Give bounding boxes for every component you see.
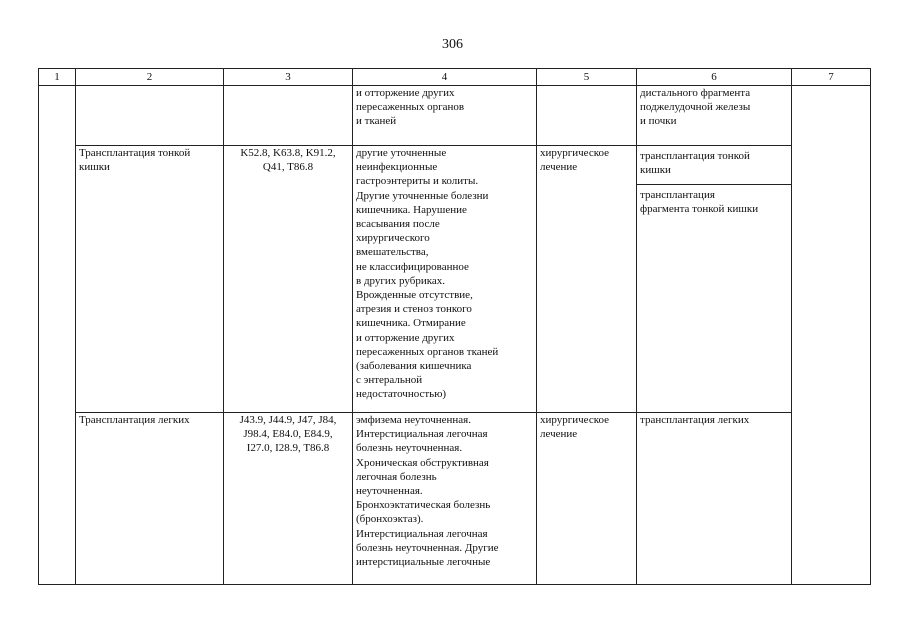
- column-header: 4: [353, 69, 537, 86]
- medical-procedures-table: [38, 68, 871, 585]
- treatment-methods-cell: [637, 146, 792, 413]
- column-header: 7: [792, 69, 871, 86]
- diagnosis-description-cell: и отторжение других пересаженных органов и тканей: [353, 86, 537, 146]
- procedure-name-cell: Трансплантация легких: [76, 413, 224, 585]
- procedure-name-cell: [76, 86, 224, 146]
- column-header-row: [39, 69, 871, 86]
- table-row: [39, 413, 871, 585]
- treatment-method: трансплантация тонкой кишки: [637, 146, 791, 185]
- page-number: 306: [442, 37, 463, 52]
- treatment-method-cell: дистального фрагмента поджелудочной железы и почки: [637, 86, 792, 146]
- column-header: 3: [224, 69, 353, 86]
- procedure-name-cell: Трансплантация тонкой кишки: [76, 146, 224, 413]
- treatment-method-cell: трансплантация легких: [637, 413, 792, 585]
- column-header: 1: [39, 69, 76, 86]
- treatment-method: трансплантация фрагмента тонкой кишки: [640, 189, 759, 216]
- table-row: [39, 86, 871, 146]
- diagnosis-codes-cell: J43.9, J44.9, J47, J84, J98.4, E84.0, E84.9, I27.0, I28.9, T86.8: [224, 413, 353, 585]
- row-number-cell: [39, 86, 76, 585]
- column-header: 2: [76, 69, 224, 86]
- column-header: 6: [637, 69, 792, 86]
- column-header: 5: [537, 69, 637, 86]
- treatment-type-cell: хирургическое лечение: [537, 413, 637, 585]
- diagnosis-description-cell: другие уточненные неинфекционные гастроэнтериты и колиты. Другие уточненные болезни кишечника. Нарушение всасывания после хирургического вмешательства, не классифицированное в других рубриках. Врожденные отсутствие, атрезия и стеноз тонкого кишечника. Отмирание и отторжение других пересаженных органов тканей (заболевания кишечника с энтеральной недостаточностью): [353, 146, 537, 413]
- treatment-type-cell: [537, 86, 637, 146]
- col7-cell: [792, 86, 871, 585]
- treatment-type-cell: хирургическое лечение: [537, 146, 637, 413]
- table-row: [39, 146, 871, 413]
- diagnosis-codes-cell: K52.8, K63.8, K91.2, Q41, T86.8: [224, 146, 353, 413]
- diagnosis-codes-cell: [224, 86, 353, 146]
- diagnosis-description-cell: эмфизема неуточненная. Интерстициальная легочная болезнь неуточненная. Хроническая обструктивная легочная болезнь неуточненная. Бронхоэктатическая болезнь (бронхоэктаз). Интерстициальная легочная болезнь неуточненная. Другие интерстициальные легочные: [353, 413, 537, 585]
